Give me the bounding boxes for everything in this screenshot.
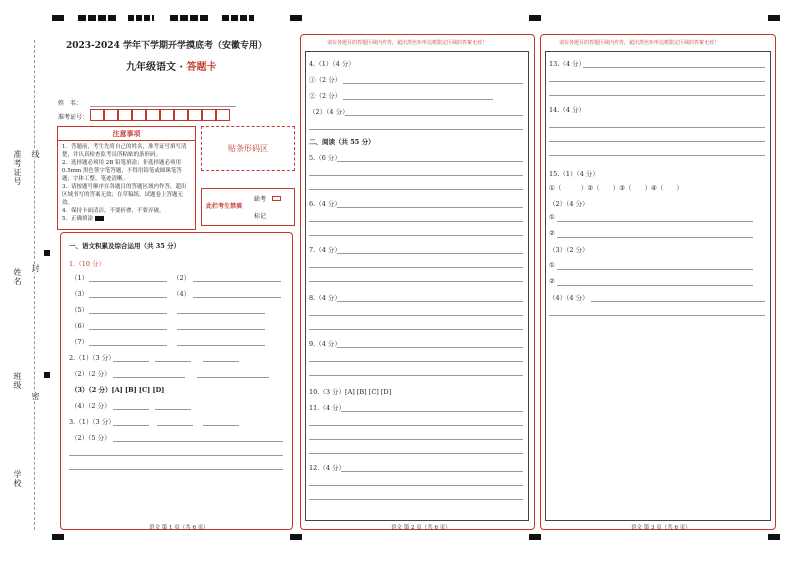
answer-line[interactable] <box>197 377 269 378</box>
barcode-area <box>201 126 295 171</box>
q5-label: 5.（6 分） <box>309 154 341 162</box>
answer-box <box>305 51 529 521</box>
answer-box <box>545 51 771 521</box>
answer-line[interactable] <box>309 129 523 130</box>
answer-line[interactable] <box>309 329 523 330</box>
q15-3-item-1: ① <box>549 261 555 269</box>
registration-mark <box>290 534 302 540</box>
registration-mark <box>529 15 541 21</box>
answer-line[interactable] <box>557 221 753 222</box>
q2-3-label[interactable]: （3）（2 分）[A] [B] [C] [D] <box>71 386 165 394</box>
fill-example: 5．正确填涂 <box>62 215 191 223</box>
answer-line[interactable] <box>203 425 239 426</box>
side-seal-label: 封 <box>31 264 40 273</box>
answer-line[interactable] <box>69 455 283 456</box>
q1-label: 1.（10 分） <box>69 260 106 268</box>
side-school-label: 学校 <box>13 470 22 488</box>
q1-6-label: （6） <box>71 322 89 330</box>
answer-line[interactable] <box>549 315 765 316</box>
answer-line[interactable] <box>89 297 167 298</box>
absent-label: 此栏考生禁填 <box>206 203 243 210</box>
side-seal2-label: 密 <box>31 392 40 401</box>
answer-line[interactable] <box>309 499 523 500</box>
answer-line[interactable] <box>309 361 523 362</box>
q11-label: 11.（4 分） <box>309 404 346 412</box>
answer-line[interactable] <box>549 95 765 96</box>
side-line-label: 线 <box>31 150 40 159</box>
q9-label: 9.（4 分） <box>309 340 341 348</box>
q1-7-label: （7） <box>71 338 89 346</box>
q15-label: 15.（1）（4 分） <box>549 170 599 178</box>
answer-line[interactable] <box>341 471 523 472</box>
q1-2-label: （2） <box>173 274 191 282</box>
answer-line[interactable] <box>309 375 523 376</box>
id-number-boxes[interactable] <box>90 109 230 121</box>
q12-label: 12.（4 分） <box>309 464 346 472</box>
q1-4-label: （4） <box>173 290 191 298</box>
side-id-label: 准考证号 <box>13 150 22 186</box>
q10-label[interactable]: 10.（3 分）[A] [B] [C] [D] <box>309 388 392 396</box>
answer-line[interactable] <box>309 189 523 190</box>
q4-label: 4.（1）（4 分） <box>309 60 355 68</box>
side-mark <box>44 250 50 256</box>
answer-line[interactable] <box>549 141 765 142</box>
answer-line[interactable] <box>113 425 149 426</box>
answer-line[interactable] <box>343 99 493 100</box>
answer-line[interactable] <box>193 281 281 282</box>
binding-line <box>34 40 35 530</box>
q1-3-label: （3） <box>71 290 89 298</box>
exam-title: 2023-2024 学年下学期开学摸底考（安徽专用） <box>66 41 267 51</box>
q15-3-item-2: ② <box>549 277 555 285</box>
q4-3-label: （2）（4 分） <box>309 108 349 116</box>
answer-line[interactable] <box>309 221 523 222</box>
registration-mark <box>768 15 780 21</box>
mark-label: 标记 <box>254 213 267 220</box>
answer-card-label: 答题卡 <box>186 62 217 73</box>
registration-mark <box>529 534 541 540</box>
answer-panel-1 <box>60 232 293 530</box>
q13-label: 13.（4 分） <box>549 60 586 68</box>
q4-1-label: ①（2 分） <box>309 76 342 84</box>
answer-line[interactable] <box>193 297 281 298</box>
answer-line[interactable] <box>345 115 523 116</box>
answer-line[interactable] <box>309 281 523 282</box>
page-footer: 语文 第 3 页（共 6 页） <box>631 525 691 531</box>
answer-line[interactable] <box>591 301 765 302</box>
answer-line[interactable] <box>343 83 523 84</box>
absent-box <box>201 188 295 226</box>
q6-label: 6.（4 分） <box>309 200 341 208</box>
answer-line[interactable] <box>309 267 523 268</box>
registration-mark <box>52 15 64 21</box>
q3-label: 3.（1）（3 分） <box>69 418 115 426</box>
answer-line[interactable] <box>89 329 167 330</box>
answer-line[interactable] <box>557 285 753 286</box>
section-2-title: 二、阅读（共 55 分） <box>309 138 375 146</box>
q4-2-label: ②（2 分） <box>309 92 342 100</box>
answer-line[interactable] <box>583 67 765 68</box>
q3-2-label: （2）（5 分） <box>71 434 111 442</box>
answer-line[interactable] <box>113 377 185 378</box>
registration-mark <box>78 15 116 21</box>
id-label: 准考证号： <box>58 114 89 121</box>
answer-line[interactable] <box>549 81 765 82</box>
q15-1-options[interactable]: ①（ ）②（ ）③（ ）④（ ） <box>549 184 683 192</box>
answer-line[interactable] <box>337 347 523 348</box>
page-footer: 语文 第 1 页（共 6 页） <box>149 525 209 531</box>
answer-line[interactable] <box>337 253 523 254</box>
card-subtitle <box>126 58 216 73</box>
note-item: 1．答题前，考生先将自己的姓名，准考证号填写清楚，并认真检查监考员所粘贴的条形码。 <box>62 144 187 158</box>
answer-line[interactable] <box>177 345 265 346</box>
name-label: 姓 名： <box>58 100 83 107</box>
q7-label: 7.（4 分） <box>309 246 341 254</box>
name-field[interactable] <box>90 106 236 107</box>
answer-line[interactable] <box>89 313 167 314</box>
q15-2-item-2: ② <box>549 229 555 237</box>
notes-title: 注意事项 <box>58 129 195 141</box>
registration-mark <box>222 15 254 21</box>
q2-4-label: （4）（2 分） <box>71 402 111 410</box>
page-footer: 语文 第 2 页（共 6 页） <box>391 525 451 531</box>
note-item: 2．选择题必须用 2B 铅笔填涂；非选择题必须用 0.5mm 黑色签字笔答题，不得用铅笔或圆珠笔答题；字体工整、笔迹清晰。 <box>62 160 182 182</box>
answer-line[interactable] <box>113 361 149 362</box>
answer-line[interactable] <box>337 301 523 302</box>
answer-line[interactable] <box>203 361 239 362</box>
q15-4-label: （4）（4 分） <box>549 294 589 302</box>
q14-label: 14.（4 分） <box>549 106 586 114</box>
answer-line[interactable] <box>557 269 753 270</box>
answer-line[interactable] <box>89 281 167 282</box>
registration-mark <box>128 15 154 21</box>
answer-line[interactable] <box>549 155 765 156</box>
q15-2-item-1: ① <box>549 213 555 221</box>
registration-mark <box>170 15 208 21</box>
answer-line[interactable] <box>69 469 283 470</box>
answer-line[interactable] <box>309 425 523 426</box>
q15-3-label: （3）（2 分） <box>549 246 589 254</box>
panel-3-banner: 请在各题目的答题区域内作答，超出黑色矩形边框限定区域的答案无效！ <box>559 40 720 46</box>
subject-label: 九年级语文 · <box>126 62 187 73</box>
answer-line[interactable] <box>309 175 523 176</box>
note-item: 3．请按题号顺序在各题目的答题区域内作答，超出区域书写的答案无效；在草稿纸、试题卷上答题无效。 <box>62 184 187 206</box>
answer-line[interactable] <box>309 315 523 316</box>
side-name-label: 姓名 <box>13 268 22 286</box>
notes-box <box>57 126 196 230</box>
q2-2-label: （2）（2 分） <box>71 370 111 378</box>
q2-label: 2.（1）（3 分） <box>69 354 115 362</box>
registration-mark <box>52 534 64 540</box>
registration-mark <box>768 534 780 540</box>
note-item: 4．保持卡面清洁，不要折叠、不要弄破。 <box>62 208 165 214</box>
q1-5-label: （5） <box>71 306 89 314</box>
missing-label: 缺考 <box>254 196 267 203</box>
answer-line[interactable] <box>177 329 265 330</box>
q8-label: 8.（4 分） <box>309 294 341 302</box>
answer-line[interactable] <box>309 453 523 454</box>
answer-line[interactable] <box>155 361 191 362</box>
answer-line[interactable] <box>337 207 523 208</box>
answer-panel-3 <box>540 34 776 530</box>
answer-line[interactable] <box>113 441 283 442</box>
answer-line[interactable] <box>341 411 523 412</box>
answer-line[interactable] <box>113 409 149 410</box>
side-mark <box>44 372 50 378</box>
q1-1-label: （1） <box>71 274 89 282</box>
missing-checkbox[interactable] <box>272 196 281 201</box>
q15-2-label: （2）（4 分） <box>549 200 589 208</box>
answer-line[interactable] <box>89 345 167 346</box>
answer-panel-2 <box>300 34 535 530</box>
section-1-title: 一、语文积累及综合运用（共 35 分） <box>69 242 181 250</box>
answer-line[interactable] <box>155 409 191 410</box>
registration-mark <box>290 15 302 21</box>
answer-line[interactable] <box>309 485 523 486</box>
answer-line[interactable] <box>337 161 523 162</box>
answer-line[interactable] <box>177 313 265 314</box>
answer-line[interactable] <box>157 425 193 426</box>
barcode-label: 贴条形码区 <box>228 144 268 153</box>
side-class-label: 班级 <box>13 372 22 390</box>
answer-line[interactable] <box>557 237 753 238</box>
answer-line[interactable] <box>309 439 523 440</box>
answer-line[interactable] <box>309 235 523 236</box>
panel-2-banner: 请在各题目的答题区域内作答，超出黑色矩形边框限定区域的答案无效！ <box>327 40 488 46</box>
answer-line[interactable] <box>549 127 765 128</box>
